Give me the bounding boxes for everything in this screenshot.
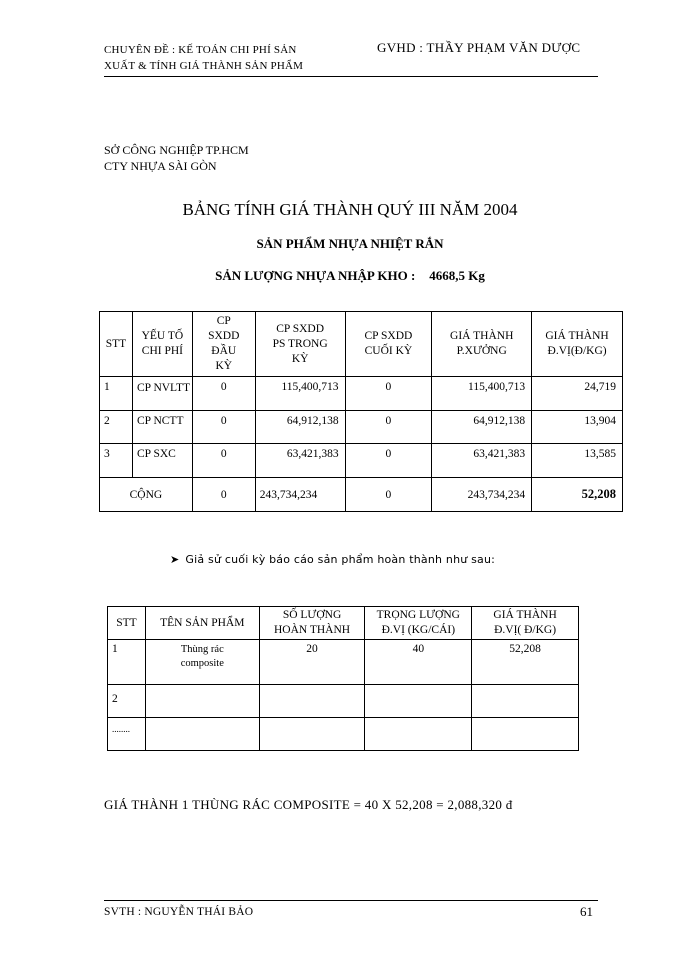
col-closing-wip: CP SXDD CUỐI KỲ <box>345 312 432 377</box>
row-factor: CP SXC <box>132 444 192 478</box>
header-divider <box>104 76 598 77</box>
row-quantity: 20 <box>259 640 365 685</box>
table-row <box>100 377 623 411</box>
row-period: 63,421,383 <box>255 444 345 478</box>
output-label: SẢN LƯỢNG NHỰA NHẬP KHO : <box>215 268 416 283</box>
assumption-note <box>170 553 495 566</box>
total-unit: 52,208 <box>532 478 623 512</box>
col-factor: YẾU TỐ CHI PHÍ <box>132 312 192 377</box>
row-unit-price <box>472 718 579 751</box>
row-workshop: 64,912,138 <box>432 411 532 444</box>
row-weight <box>365 685 472 718</box>
row-workshop: 63,421,383 <box>432 444 532 478</box>
row-opening: 0 <box>192 411 255 444</box>
row-factor: CP NCTT <box>132 411 192 444</box>
row-closing: 0 <box>345 444 432 478</box>
total-period: 243,734,234 <box>255 478 345 512</box>
footer-divider <box>104 900 598 901</box>
note-text: Giả sử cuối kỳ báo cáo sản phẩm hoàn thành như sau: <box>185 553 496 566</box>
page-subtitle: SẢN PHẨM NHỰA NHIỆT RẮN <box>256 236 444 251</box>
col-weight: TRỌNG LƯỢNG Đ.VỊ (KG/CÁI) <box>365 607 472 640</box>
row-product-name <box>145 718 259 751</box>
row-stt: 2 <box>100 411 133 444</box>
row-opening: 0 <box>192 444 255 478</box>
row-product-name: Thùng rác composite <box>145 640 259 685</box>
row-stt: 3 <box>100 444 133 478</box>
row-unit: 13,585 <box>532 444 623 478</box>
total-workshop: 243,734,234 <box>432 478 532 512</box>
header-topic-line1: CHUYÊN ĐỀ : KẾ TOÁN CHI PHÍ SẢN <box>104 44 297 56</box>
col-product-name: TÊN SẢN PHẨM <box>145 607 259 640</box>
col-opening-wip: CP SXDD ĐẦU KỲ <box>192 312 255 377</box>
cost-table <box>99 311 623 512</box>
footer-student: SVTH : NGUYỄN THÁI BẢO <box>104 906 254 918</box>
org-company: CTY NHỰA SÀI GÒN <box>104 159 217 173</box>
header-topic-line2: XUẤT & TÍNH GIÁ THÀNH SẢN PHẨM <box>104 60 304 72</box>
row-product-name <box>145 685 259 718</box>
row-unit-price <box>472 685 579 718</box>
product-table-header <box>108 607 579 640</box>
row-unit-price: 52,208 <box>472 640 579 685</box>
row-period: 115,400,713 <box>255 377 345 411</box>
header-supervisor: GVHD : THẦY PHẠM VĂN DƯỢC <box>377 40 581 55</box>
row-closing: 0 <box>345 411 432 444</box>
row-stt: ........ <box>108 718 146 751</box>
product-table <box>107 606 579 751</box>
row-quantity <box>259 718 365 751</box>
col-stt: STT <box>100 312 133 377</box>
row-workshop: 115,400,713 <box>432 377 532 411</box>
col-quantity: SỐ LƯỢNG HOÀN THÀNH <box>259 607 365 640</box>
row-stt: 1 <box>108 640 146 685</box>
col-period-cost: CP SXDD PS TRONG KỲ <box>255 312 345 377</box>
arrow-bullet-icon: ➤ <box>170 553 180 566</box>
table-row <box>100 411 623 444</box>
table-row <box>108 685 579 718</box>
table-row <box>100 444 623 478</box>
row-unit: 13,904 <box>532 411 623 444</box>
organization-block <box>104 142 249 174</box>
col-unit-cost: GIÁ THÀNH Đ.VỊ(Đ/KG) <box>532 312 623 377</box>
col-stt: STT <box>108 607 146 640</box>
org-department: SỞ CÔNG NGHIỆP TP.HCM <box>104 143 249 157</box>
output-quantity <box>0 268 700 284</box>
col-unit-price: GIÁ THÀNH Đ.VỊ( Đ/KG) <box>472 607 579 640</box>
row-unit: 24,719 <box>532 377 623 411</box>
row-stt: 2 <box>108 685 146 718</box>
output-value: 4668,5 Kg <box>429 268 485 283</box>
table-row <box>108 640 579 685</box>
row-period: 64,912,138 <box>255 411 345 444</box>
row-opening: 0 <box>192 377 255 411</box>
row-factor: CP NVLTT <box>132 377 192 411</box>
row-closing: 0 <box>345 377 432 411</box>
total-label: CỘNG <box>100 478 193 512</box>
col-workshop-cost: GIÁ THÀNH P.XƯỞNG <box>432 312 532 377</box>
result-formula: GIÁ THÀNH 1 THÙNG RÁC COMPOSITE = 40 X 52,208 = 2,088,320 đ <box>104 797 513 812</box>
row-weight <box>365 718 472 751</box>
header-topic <box>104 42 303 74</box>
row-quantity <box>259 685 365 718</box>
table-total-row <box>100 478 623 512</box>
row-stt: 1 <box>100 377 133 411</box>
row-weight: 40 <box>365 640 472 685</box>
page-title: BẢNG TÍNH GIÁ THÀNH QUÝ III NĂM 2004 <box>182 200 518 219</box>
cost-table-header <box>100 312 623 377</box>
page-number: 61 <box>580 904 593 919</box>
total-opening: 0 <box>192 478 255 512</box>
table-row <box>108 718 579 751</box>
total-closing: 0 <box>345 478 432 512</box>
